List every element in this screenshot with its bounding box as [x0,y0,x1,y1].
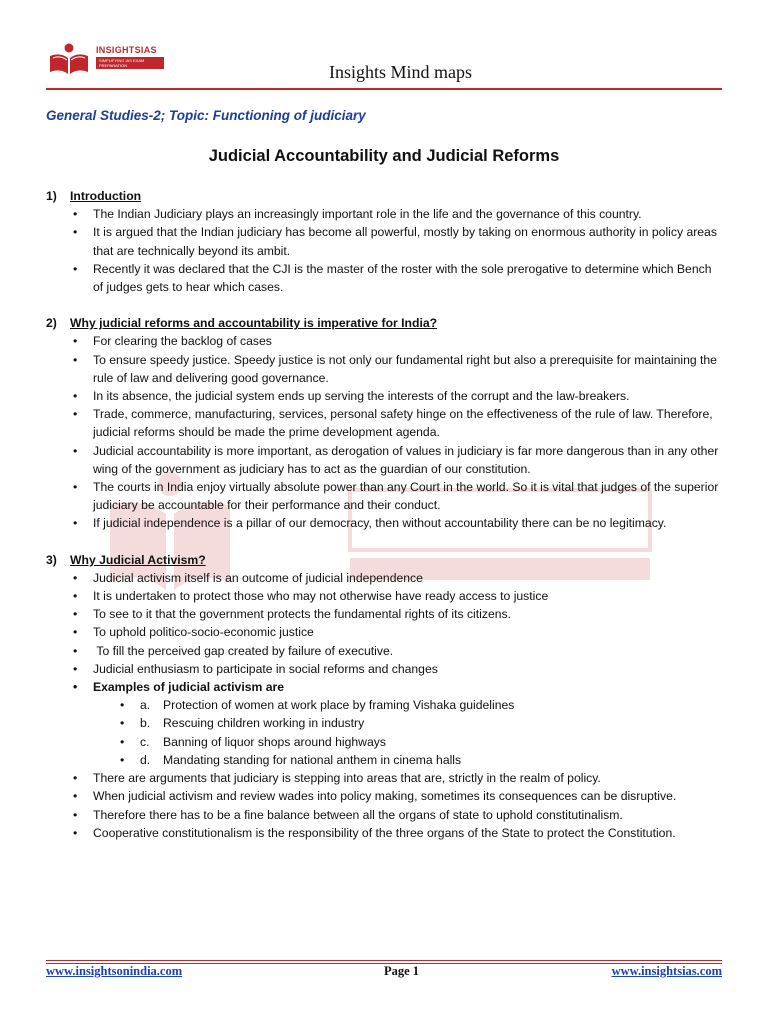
book-logo-icon [46,42,92,76]
page-number: Page 1 [384,964,420,978]
section-number: 1) [46,189,57,203]
list-item: • Therefore there has to be a fine balance between all the organs of state to uphold constitutinalism. [46,806,722,824]
list-item: • When judicial activism and review wades into policy making, sometimes its consequences can be disruptive. [46,787,722,805]
list-item: • The Indian Judiciary plays an increasingly important role in the life and the governance of this country. [46,205,722,223]
header-divider [46,88,722,90]
example-marker: • b. [140,716,151,731]
section-number: 3) [46,552,57,567]
examples-label: Examples of judicial activism are [93,680,285,695]
list-item: • To see to it that the government protects the fundamental rights of its citizens. [46,605,722,623]
section-heading [46,551,722,569]
examples-list-item [46,678,722,769]
subject-line: General Studies-2; Topic: Functioning of judiciary [46,108,366,123]
bullet-list [46,205,722,296]
list-item: • Trade, commerce, manufacturing, services, personal safety hinge on the effectiveness of the rule of law. Therefore, judicial reforms should be made the prime development agenda. [46,405,722,441]
example-item [93,696,722,714]
page-header [46,40,722,90]
list-item: • To ensure speedy justice. Speedy justice is not only our fundamental right but also a prerequisite for maintaining the rule of law and delivering good governance. [46,351,722,387]
list-item: • To fill the perceived gap created by failure of executive. [46,642,722,660]
footer-link-insightsias[interactable]: www.insightsias.com [611,964,722,978]
logo-tagline: SIMPLIFYING IAS EXAM PREPARATION [96,57,164,69]
list-item: • It is argued that the Indian judiciary has become all powerful, mostly by taking on enormous authority in policy areas that are technically beyond its ambit. [46,223,722,259]
section-judicial-activism [46,551,722,842]
example-text: Protection of women at work place by framing Vishaka guidelines [163,698,515,713]
example-text: Rescuing children working in industry [163,716,365,731]
insightsias-logo [46,42,174,76]
document-body [46,187,722,860]
list-item: • For clearing the backlog of cases [46,332,722,350]
list-item: • The courts in India enjoy virtually absolute power than any Court in the world. So it is vital that judges of the superior judiciary be accountable for their performance and their conduct. [46,478,722,514]
section-title: Why judicial reforms and accountability is imperative for India? [70,316,438,331]
list-item: • In its absence, the judicial system ends up serving the interests of the corrupt and the law-breakers. [46,387,722,405]
examples-list [93,696,722,769]
list-item: • There are arguments that judiciary is stepping into areas that are, strictly in the realm of policy. [46,769,722,787]
list-item: • It is undertaken to protect those who may not otherwise have ready access to justice [46,587,722,605]
list-item: • Judicial accountability is more important, as derogation of values in judiciary is far more dangerous than in any other wing of the government as judiciary has to act as the guardian of our constitution. [46,442,722,478]
example-marker: • d. [140,752,151,767]
list-item: • Recently it was declared that the CJI is the master of the roster with the sole prerogative to determine which Bench of judges gets to hear which cases. [46,260,722,296]
section-why-reforms [46,314,722,532]
section-heading [46,187,722,205]
section-number: 2) [46,316,57,331]
example-text: Mandating standing for national anthem in cinema halls [163,752,462,767]
bullet-list [46,332,722,532]
page-title: Judicial Accountability and Judicial Reforms [208,147,560,165]
footer-link-insightsonindia[interactable]: www.insightsonindia.com [46,964,183,978]
list-item: • Cooperative constitutionalism is the responsibility of the three organs of the State to protect the Constitution. [46,824,722,842]
header-title: Insights Mind maps [328,62,472,82]
bullet-list [46,569,722,842]
example-marker: • a. [140,698,151,713]
section-heading [46,314,722,332]
section-title: Introduction [70,189,142,203]
section-title: Why Judicial Activism? [70,552,206,567]
list-item: • To uphold politico-socio-economic justice [46,623,722,641]
example-text: Banning of liquor shops around highways [163,734,386,749]
footer-divider [46,960,722,961]
list-item: • Judicial enthusiasm to participate in social reforms and changes [46,660,722,678]
example-item [93,733,722,751]
list-item: • Judicial activism itself is an outcome of judicial independence [46,569,722,587]
section-introduction [46,187,722,296]
list-item: • If judicial independence is a pillar of our democracy, then without accountability there can be no legitimacy. [46,514,722,532]
example-marker: • c. [140,734,150,749]
example-item [93,751,722,769]
example-item [93,714,722,732]
logo-text: INSIGHTSIAS [96,45,157,55]
